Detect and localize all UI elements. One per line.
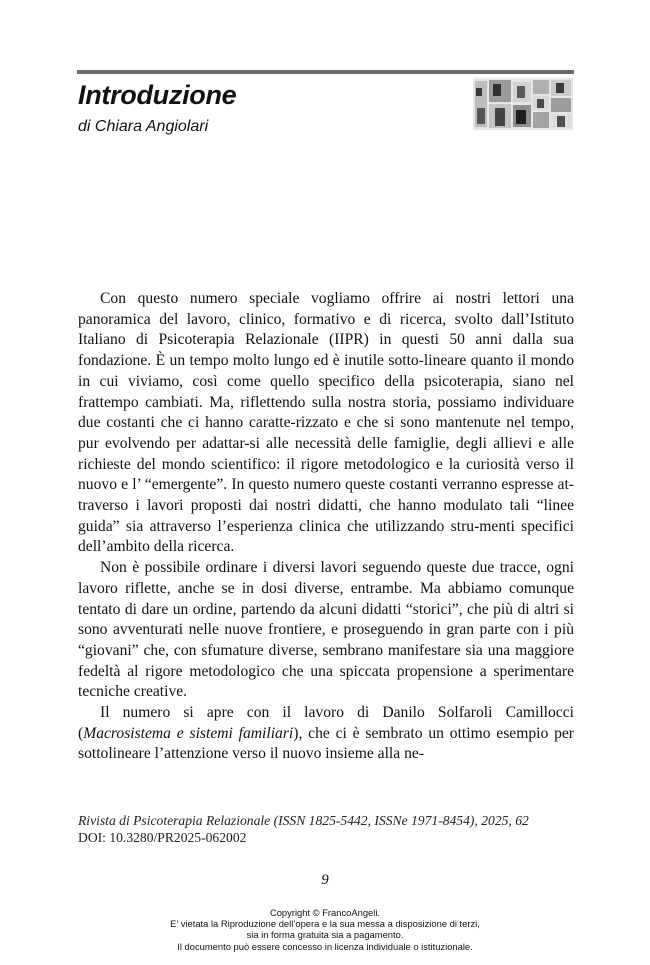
copyright-notice [0,907,650,952]
copyright-line: E’ vietata la Riproduzione dell’opera e la sua messa a disposizione di terzi, [170,918,480,930]
p3-text-end: ), che ci è sembrato un ottimo esempio per sottolineare l’attenzione verso il nuovo insieme alla ne- [78,724,575,763]
body-paragraph-1: Con questo numero speciale vogliamo offrire ai nostri lettori una panoramica del lavoro, clinico, formativo e di ricerca, svolto dall’Istituto Italiano di Psicoterapia Relazionale (IIPR) in questi 50 anni dalla sua fondazione. È un tempo molto lungo ed è inutile sotto-lineare quanto il mondo in cui viviamo, così come quello specifico della psicoterapia, siano nel frattempo cambiati. Ma, riflettendo sulla nostra storia, possiamo individuare due costanti che ci hanno caratte-rizzato e che si sono mantenute nel tempo, pur evolvendo per adattar-si alle necessità delle famiglie, degli allievi e alle richieste del mondo scientifico: il rigore metodologico e la curiosità verso il nuovo e l’ “emergente”. In questo numero queste costanti verranno espresse at-traverso i lavori proposti dai nostri didatti, che hanno modulato tali “linee guida” sia attraverso l’esperienza clinica che utilizzando stru-menti specifici dell’ambito della ricerca. [78,290,574,556]
body-paragraph-2: Non è possibile ordinare i diversi lavori seguendo queste due tracce, ogni lavoro riflette, anche se in dosi diverse, entrambe. Ma abbiamo comunque tentato di dare un ordine, partendo da alcuni didatti “storici”, che più di altri si sono avventurati nelle nuove frontiere, e proseguendo in gran parte con i più “giovani” che, con sfumature diverse, sembrano manifestare sia una maggiore fedeltà al rigore metodologico che una spiccata propensione a sperimentare tecniche creative. [78,559,574,701]
copyright-line: Il documento può essere concesso in licenza individuale o istituzionale. [177,940,473,952]
section-photo-collage [473,78,573,130]
p3-text-start: Il numero si apre con il lavoro di Danilo Solfaroli Camillocci ( [78,704,574,742]
copyright-line: sia in forma gratuita sia a pagamento. [246,929,404,941]
body-paragraph-3 [78,703,574,765]
article-title: Introduzione [78,80,237,110]
doi-text: DOI: 10.3280/PR2025-062002 [78,830,247,845]
copyright-line: Copyright © FrancoAngeli. [269,907,381,918]
journal-citation [78,812,578,846]
cited-work-title: Macrosistema e sistemi familiari [83,724,294,742]
citation-text: Rivista di Psicoterapia Relazionale (ISSN 1825-5442, ISSNe 1971-8454), 2025, 62 [78,813,529,828]
article-author: di Chiara Angiolari [78,118,209,135]
page-number: 9 [321,872,329,888]
header-rule [77,70,574,74]
article-body [78,289,574,765]
